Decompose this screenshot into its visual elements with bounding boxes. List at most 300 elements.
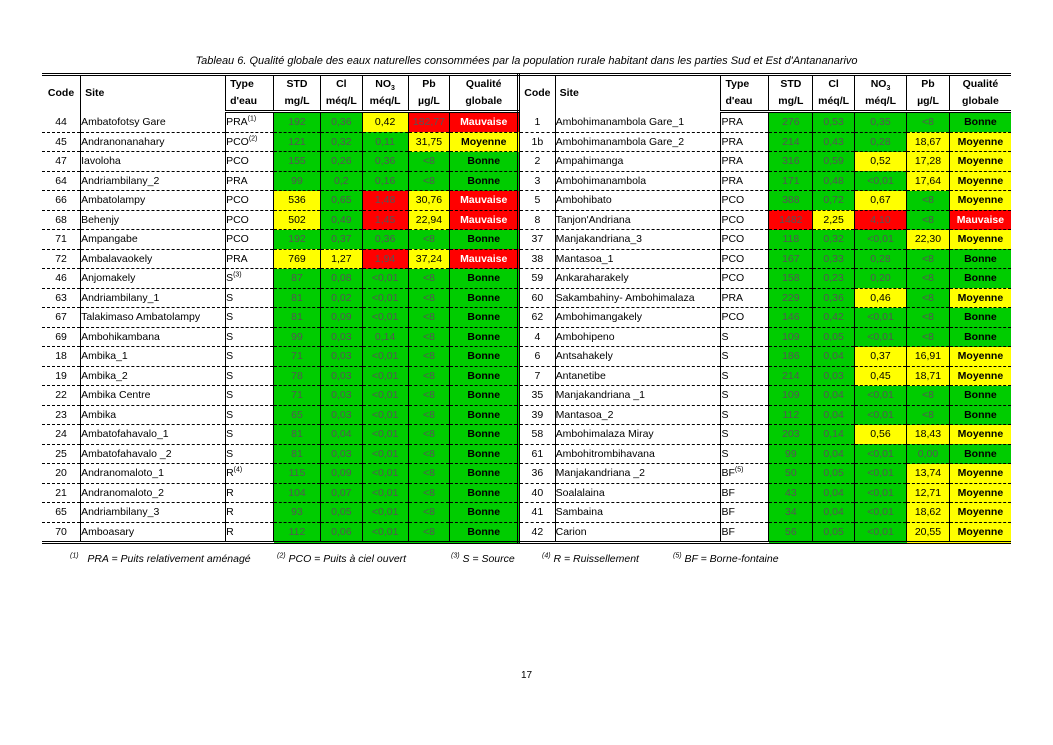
cell-quality: Moyenne (949, 230, 1011, 250)
cell-code: 69 (42, 327, 81, 347)
cell-type: S (226, 444, 274, 464)
cell-pb: <8 (408, 327, 450, 347)
cell-code: 22 (42, 386, 81, 406)
cell-code: 20 (42, 464, 81, 484)
cell-type: PCO (721, 210, 769, 230)
cell-type: S (226, 327, 274, 347)
cell-site: Sakambahiny- Ambohimalaza (555, 288, 721, 308)
cell-std: 81 (274, 308, 321, 328)
cell-site: Antsahakely (555, 347, 721, 367)
cell-pb: <8 (408, 503, 450, 523)
cell-site: Ambohimangakely (555, 308, 721, 328)
cell-cl: 0,36 (320, 112, 362, 133)
cell-std: 71 (274, 386, 321, 406)
cell-cl: 0,37 (320, 230, 362, 250)
cell-quality: Moyenne (949, 425, 1011, 445)
cell-std: 171 (769, 171, 813, 191)
water-quality-table (42, 73, 1011, 544)
cell-cl: 0,06 (320, 522, 362, 543)
cell-site: Ambika_1 (81, 347, 226, 367)
cell-quality: Moyenne (949, 152, 1011, 172)
cell-site: Anjomakely (81, 269, 226, 289)
cell-type: S (721, 366, 769, 386)
cell-no3: <0,01 (362, 308, 408, 328)
cell-no3: <0,01 (854, 483, 906, 503)
cell-cl: 0,03 (320, 366, 362, 386)
cell-quality: Bonne (450, 522, 519, 543)
cell-cl: 0,05 (813, 327, 855, 347)
header-code: Code (519, 75, 556, 112)
cell-no3: 0,67 (854, 191, 906, 211)
cell-quality: Bonne (949, 444, 1011, 464)
cell-pb: <8 (907, 210, 950, 230)
cell-no3: 4,10 (854, 210, 906, 230)
header-pb-unit: µg/L (907, 93, 950, 112)
cell-site: Ambika Centre (81, 386, 226, 406)
table-caption: Tableau 6. Qualité globale des eaux naturelles consommées par la population rurale habitant dans les parties Sud et Est d'Antananarivo (195, 55, 858, 67)
cell-quality: Moyenne (949, 132, 1011, 152)
table-row (42, 483, 1011, 503)
cell-no3: 0,52 (854, 152, 906, 172)
cell-quality: Bonne (450, 405, 519, 425)
cell-quality: Mauvaise (450, 210, 519, 230)
cell-site: Ambatofahavalo_1 (81, 425, 226, 445)
cell-std: 109 (769, 327, 813, 347)
cell-std: 50 (769, 464, 813, 484)
cell-site: Manjakandriana_3 (555, 230, 721, 250)
header-quality-unit: globale (949, 93, 1011, 112)
cell-code: 40 (519, 483, 556, 503)
cell-type: S (226, 405, 274, 425)
table-row (42, 386, 1011, 406)
cell-cl: 0,09 (320, 464, 362, 484)
cell-type: PRA (721, 152, 769, 172)
cell-site: Manjakandriana _1 (555, 386, 721, 406)
cell-cl: 0,03 (320, 386, 362, 406)
cell-code: 8 (519, 210, 556, 230)
header-type: Type (226, 75, 274, 94)
cell-std: 93 (274, 503, 321, 523)
cell-std: 229 (769, 288, 813, 308)
cell-pb: 17,28 (907, 152, 950, 172)
table-row (42, 210, 1011, 230)
cell-quality: Moyenne (949, 503, 1011, 523)
cell-cl: 0,32 (320, 132, 362, 152)
cell-no3: <0,01 (362, 288, 408, 308)
cell-cl: 0,32 (813, 230, 855, 250)
cell-type: BF (721, 483, 769, 503)
header-cl: Cl (813, 75, 855, 94)
cell-code: 18 (42, 347, 81, 367)
cell-no3: <0,01 (854, 522, 906, 543)
cell-site: Ambalavaokely (81, 249, 226, 269)
header-std: STD (274, 75, 321, 94)
header-pb: Pb (907, 75, 950, 94)
cell-site: Tanjon'Andriana (555, 210, 721, 230)
cell-type: PCO (226, 152, 274, 172)
cell-site: Manjakandriana _2 (555, 464, 721, 484)
cell-pb: <8 (408, 347, 450, 367)
cell-no3: 0,42 (362, 112, 408, 133)
cell-cl: 0,14 (813, 425, 855, 445)
header-pb: Pb (408, 75, 450, 94)
cell-std: 87 (274, 269, 321, 289)
table-row (42, 347, 1011, 367)
cell-pb: 16,91 (907, 347, 950, 367)
cell-pb: 12,71 (907, 483, 950, 503)
cell-std: 99 (274, 327, 321, 347)
cell-code: 61 (519, 444, 556, 464)
table-row (42, 191, 1011, 211)
cell-site: Ambika_2 (81, 366, 226, 386)
cell-std: 502 (274, 210, 321, 230)
cell-type: PRA (721, 288, 769, 308)
cell-type: PCO (721, 269, 769, 289)
header-std-unit: mg/L (274, 93, 321, 112)
cell-type: PCO$^{(2)}$ (226, 132, 274, 152)
cell-pb: <8 (408, 288, 450, 308)
cell-std: 56 (769, 522, 813, 543)
cell-std: 71 (274, 347, 321, 367)
cell-type: PRA$^{(1)}$ (226, 112, 274, 133)
header-no3-unit: méq/L (854, 93, 906, 112)
cell-no3: <0,01 (362, 522, 408, 543)
cell-quality: Bonne (450, 503, 519, 523)
cell-std: 81 (274, 444, 321, 464)
cell-code: 19 (42, 366, 81, 386)
cell-std: 99 (769, 444, 813, 464)
cell-code: 4 (519, 327, 556, 347)
cell-code: 3 (519, 171, 556, 191)
cell-code: 2 (519, 152, 556, 172)
cell-pb: 0,00 (907, 444, 950, 464)
header-type: Type (721, 75, 769, 94)
cell-code: 59 (519, 269, 556, 289)
cell-cl: 0,72 (813, 191, 855, 211)
cell-type: PRA (721, 171, 769, 191)
cell-quality: Bonne (949, 112, 1011, 133)
cell-std: 65 (274, 405, 321, 425)
table-row (42, 230, 1011, 250)
cell-quality: Moyenne (949, 522, 1011, 543)
cell-cl: 0,09 (320, 308, 362, 328)
cell-site: Carion (555, 522, 721, 543)
table-body (42, 112, 1011, 543)
cell-code: 42 (519, 522, 556, 543)
cell-site: Ambika (81, 405, 226, 425)
cell-code: 68 (42, 210, 81, 230)
cell-type: S (721, 444, 769, 464)
cell-site: Ambohimalaza Miray (555, 425, 721, 445)
cell-pb: <8 (408, 405, 450, 425)
table-row (42, 366, 1011, 386)
cell-type: S (226, 308, 274, 328)
cell-cl: 0,05 (813, 464, 855, 484)
page-number: 17 (520, 670, 533, 681)
cell-cl: 0,2 (320, 171, 362, 191)
cell-pb: 182,77 (408, 112, 450, 133)
cell-code: 60 (519, 288, 556, 308)
header-quality: Qualité (450, 75, 519, 94)
cell-pb: 22,30 (907, 230, 950, 250)
cell-code: 1 (519, 112, 556, 133)
cell-type: PCO (226, 230, 274, 250)
cell-site: Ambatofotsy Gare (81, 112, 226, 133)
table-row (42, 171, 1011, 191)
cell-type: PRA (721, 112, 769, 133)
cell-quality: Moyenne (949, 366, 1011, 386)
cell-no3: <0,01 (362, 503, 408, 523)
cell-code: 6 (519, 347, 556, 367)
cell-site: Iavoloha (81, 152, 226, 172)
cell-quality: Moyenne (949, 191, 1011, 211)
cell-pb: <8 (408, 425, 450, 445)
cell-pb: 18,62 (907, 503, 950, 523)
cell-pb: 37,24 (408, 249, 450, 269)
cell-std: 104 (274, 483, 321, 503)
cell-std: 43 (769, 483, 813, 503)
cell-cl: 0,26 (320, 152, 362, 172)
cell-quality: Bonne (450, 171, 519, 191)
cell-type: S (226, 386, 274, 406)
cell-cl: 0,03 (320, 327, 362, 347)
cell-cl: 0,65 (320, 191, 362, 211)
cell-code: 23 (42, 405, 81, 425)
cell-type: PCO (226, 210, 274, 230)
cell-site: Andranonanahary (81, 132, 226, 152)
cell-quality: Bonne (949, 249, 1011, 269)
cell-no3: <0,01 (362, 405, 408, 425)
cell-std: 78 (274, 366, 321, 386)
cell-cl: 0,03 (320, 347, 362, 367)
cell-no3: 0,28 (854, 132, 906, 152)
cell-type: R (226, 522, 274, 543)
cell-code: 1b (519, 132, 556, 152)
cell-pb: <8 (907, 191, 950, 211)
cell-std: 115 (274, 464, 321, 484)
cell-site: Mantasoa_1 (555, 249, 721, 269)
cell-type: S (721, 425, 769, 445)
header-site: Site (555, 75, 721, 112)
cell-cl: 0,49 (320, 210, 362, 230)
cell-no3: 0,46 (854, 288, 906, 308)
cell-quality: Bonne (949, 405, 1011, 425)
cell-code: 41 (519, 503, 556, 523)
cell-pb: <8 (907, 112, 950, 133)
cell-pb: <8 (907, 269, 950, 289)
cell-std: 155 (274, 152, 321, 172)
cell-no3: <0,01 (362, 483, 408, 503)
cell-no3: 0,56 (854, 425, 906, 445)
cell-type: PRA (721, 132, 769, 152)
footnote: $^{(1)}$ PRA = Puits relativement aménagé (70, 552, 251, 565)
cell-std: 186 (769, 347, 813, 367)
header-cl: Cl (320, 75, 362, 94)
cell-std: 192 (274, 112, 321, 133)
cell-quality: Bonne (450, 366, 519, 386)
cell-no3: <0,01 (854, 327, 906, 347)
cell-site: Ambohibato (555, 191, 721, 211)
cell-quality: Mauvaise (450, 249, 519, 269)
cell-pb: <8 (907, 327, 950, 347)
cell-no3: <0,01 (854, 230, 906, 250)
cell-type: $S^{(3)}$ (226, 269, 274, 289)
cell-std: 536 (274, 191, 321, 211)
cell-quality: Bonne (450, 444, 519, 464)
cell-site: Antanetibe (555, 366, 721, 386)
cell-quality: Moyenne (949, 288, 1011, 308)
cell-pb: <8 (408, 269, 450, 289)
cell-site: Ambohimanambola (555, 171, 721, 191)
cell-type: PCO (721, 230, 769, 250)
cell-site: Andranomaloto_1 (81, 464, 226, 484)
cell-quality: Moyenne (949, 483, 1011, 503)
cell-site: Andriambilany_1 (81, 288, 226, 308)
cell-pb: <8 (408, 444, 450, 464)
cell-std: 146 (769, 308, 813, 328)
cell-cl: 0,05 (813, 522, 855, 543)
table-row (42, 503, 1011, 523)
cell-quality: Bonne (949, 308, 1011, 328)
cell-pb: <8 (408, 152, 450, 172)
cell-quality: Bonne (450, 483, 519, 503)
cell-type: S (226, 366, 274, 386)
cell-code: 64 (42, 171, 81, 191)
cell-quality: Bonne (450, 269, 519, 289)
cell-std: 192 (274, 230, 321, 250)
cell-code: 37 (519, 230, 556, 250)
cell-std: 316 (769, 152, 813, 172)
table-row (42, 152, 1011, 172)
cell-std: 121 (274, 132, 321, 152)
header-no3: $NO_3$ (362, 75, 408, 94)
header-type-unit: d'eau (226, 93, 274, 112)
cell-cl: 0,03 (320, 405, 362, 425)
cell-std: 214 (769, 132, 813, 152)
cell-pb: <8 (907, 308, 950, 328)
table-row (42, 269, 1011, 289)
cell-std: 167 (769, 249, 813, 269)
cell-code: 63 (42, 288, 81, 308)
cell-pb: <8 (408, 308, 450, 328)
cell-quality: Bonne (949, 386, 1011, 406)
cell-pb: <8 (907, 249, 950, 269)
footnote: $^{(3)}$ S = Source (451, 552, 515, 565)
cell-std: 214 (769, 366, 813, 386)
cell-quality: Bonne (450, 464, 519, 484)
cell-site: Andriambilany_2 (81, 171, 226, 191)
table-row (42, 444, 1011, 464)
cell-no3: <0,01 (854, 308, 906, 328)
footnote: $^{(4)}$ R = Ruissellement (542, 552, 639, 565)
cell-site: Soalalaina (555, 483, 721, 503)
header-quality-unit: globale (450, 93, 519, 112)
cell-code: 71 (42, 230, 81, 250)
header-code: Code (42, 75, 81, 112)
cell-no3: 0,45 (854, 366, 906, 386)
cell-type: $R^{(4)}$ (226, 464, 274, 484)
cell-std: 158 (769, 269, 813, 289)
header-std-unit: mg/L (769, 93, 813, 112)
cell-type: PCO (226, 191, 274, 211)
cell-type: S (721, 327, 769, 347)
header-no3-unit: méq/L (362, 93, 408, 112)
cell-quality: Moyenne (949, 347, 1011, 367)
cell-site: Sambaina (555, 503, 721, 523)
cell-no3: 0,11 (362, 132, 408, 152)
cell-site: Mantasoa_2 (555, 405, 721, 425)
cell-cl: 1,27 (320, 249, 362, 269)
cell-std: 99 (274, 171, 321, 191)
cell-type: S (226, 425, 274, 445)
cell-no3: <0,01 (854, 444, 906, 464)
cell-std: 81 (274, 425, 321, 445)
cell-pb: 20,55 (907, 522, 950, 543)
cell-pb: 18,67 (907, 132, 950, 152)
cell-site: Andranomaloto_2 (81, 483, 226, 503)
cell-no3: <0,01 (854, 386, 906, 406)
cell-code: 72 (42, 249, 81, 269)
cell-cl: 0,42 (813, 308, 855, 328)
cell-type: PRA (226, 249, 274, 269)
cell-quality: Bonne (450, 347, 519, 367)
cell-cl: 2,25 (813, 210, 855, 230)
cell-quality: Moyenne (949, 171, 1011, 191)
cell-type: S (721, 405, 769, 425)
cell-std: 81 (274, 288, 321, 308)
cell-no3: 0,36 (362, 152, 408, 172)
cell-quality: Mauvaise (450, 112, 519, 133)
cell-no3: 1,94 (362, 249, 408, 269)
table-row (42, 405, 1011, 425)
cell-pb: <8 (408, 230, 450, 250)
cell-cl: 0,02 (320, 288, 362, 308)
cell-no3: 0,28 (854, 249, 906, 269)
cell-pb: <8 (408, 483, 450, 503)
cell-pb: 18,43 (907, 425, 950, 445)
cell-type: PCO (721, 191, 769, 211)
cell-type: R (226, 483, 274, 503)
cell-code: 70 (42, 522, 81, 543)
cell-no3: 0,35 (854, 112, 906, 133)
cell-no3: <0,01 (362, 386, 408, 406)
cell-code: 44 (42, 112, 81, 133)
cell-code: 67 (42, 308, 81, 328)
cell-code: 21 (42, 483, 81, 503)
cell-type: S (226, 347, 274, 367)
cell-quality: Bonne (450, 386, 519, 406)
cell-no3: 0,37 (854, 347, 906, 367)
cell-site: Ambohitrombihavana (555, 444, 721, 464)
cell-code: 7 (519, 366, 556, 386)
cell-no3: 1,45 (362, 210, 408, 230)
cell-cl: 0,33 (813, 249, 855, 269)
cell-quality: Bonne (450, 425, 519, 445)
cell-no3: <0,01 (362, 464, 408, 484)
cell-quality: Mauvaise (450, 191, 519, 211)
header-type-unit: d'eau (721, 93, 769, 112)
cell-code: 66 (42, 191, 81, 211)
cell-code: 36 (519, 464, 556, 484)
cell-type: S (721, 386, 769, 406)
cell-cl: 0,36 (813, 288, 855, 308)
footnote: $^{(5)}$ BF = Borne-fontaine (673, 552, 779, 565)
cell-no3: 0,20 (854, 269, 906, 289)
cell-cl: 0,04 (320, 425, 362, 445)
header-std: STD (769, 75, 813, 94)
header-cl-unit: méq/L (320, 93, 362, 112)
cell-std: 109 (769, 386, 813, 406)
